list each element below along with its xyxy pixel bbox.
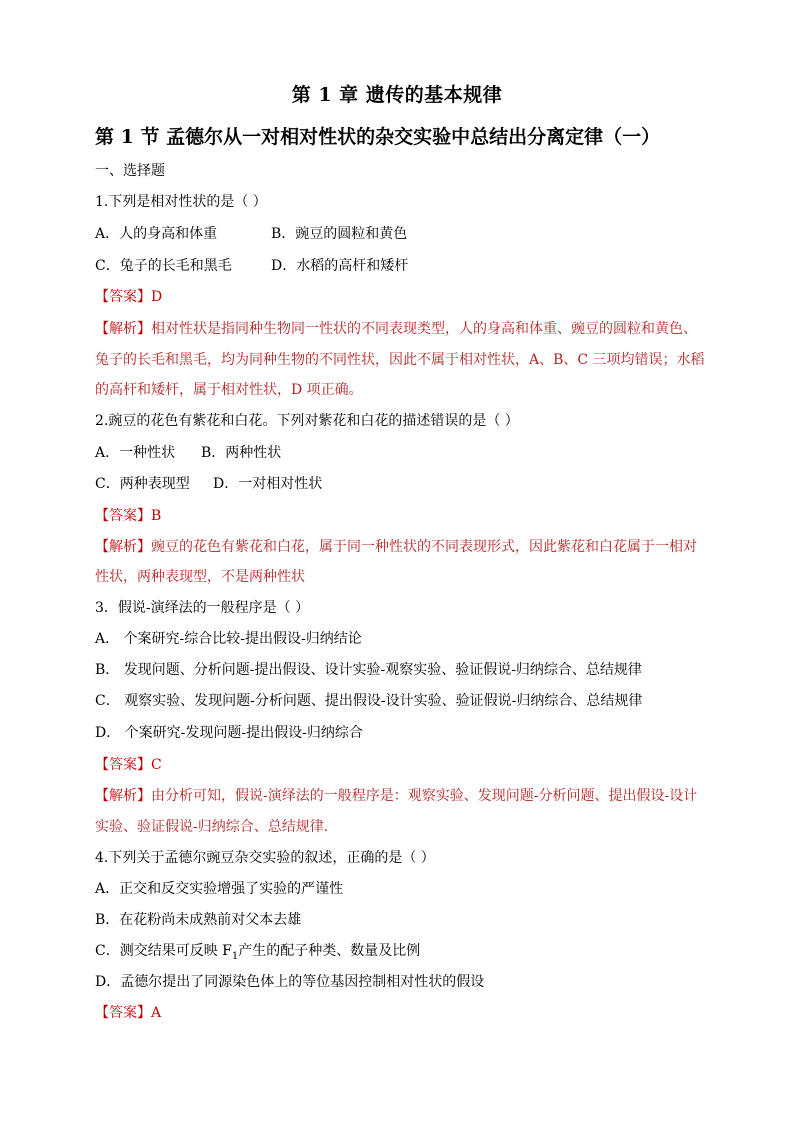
question-1-stem: 1.下列是相对性状的是（ ） [95, 194, 267, 210]
option-c-text-before: C．测交结果可反映 F [95, 943, 232, 959]
answer-tag: 【答案】 [95, 1005, 151, 1021]
question-4-stem: 4.下列关于孟德尔豌豆杂交实验的叙述，正确的是（ ） [95, 850, 435, 866]
question-1-options-row-2 [95, 256, 408, 276]
question-4-answer [95, 1003, 161, 1023]
question-1-analysis-line-3: 的高杆和矮杆，属于相对性状，D 项正确。 [95, 382, 363, 398]
analysis-text: 由分析可知，假说-演绎法的一般程序是：观察实验、发现问题-分析问题、提出假设-设计 [151, 788, 698, 804]
option-c: C．两种表现型 [95, 476, 190, 492]
question-1-analysis-line-2: 兔子的长毛和黑毛，均为同种生物的不同性状，因此不属于相对性状，A、B、C 三项均错误；水稻 [95, 352, 705, 368]
answer-value: B [151, 508, 162, 524]
question-2-stem: 2.豌豆的花色有紫花和白花。下列对紫花和白花的描述错误的是（ ） [95, 413, 519, 429]
question-3-answer [95, 755, 162, 775]
answer-tag: 【答案】 [95, 508, 151, 524]
option-a: A．一种性状 [95, 445, 176, 461]
question-1-analysis-line-1 [95, 319, 697, 339]
analysis-tag: 【解析】 [95, 321, 151, 337]
question-2-analysis-line-1 [95, 537, 697, 557]
part-heading: 一、选择题 [95, 163, 165, 179]
option-d: D．水稻的高杆和矮杆 [271, 258, 409, 274]
analysis-tag: 【解析】 [95, 539, 151, 555]
option-a: A．人的身高和体重 [95, 226, 218, 242]
question-4-option-c [95, 941, 420, 967]
option-b: B．两种性状 [201, 445, 282, 461]
option-b: B．豌豆的圆粒和黄色 [271, 226, 408, 242]
question-4-option-d: D．孟德尔提出了同源染色体上的等位基因控制相对性状的假设 [95, 974, 485, 990]
answer-value: D [151, 289, 163, 305]
question-2-options-row-2 [95, 474, 322, 494]
question-3-option-b: B． 发现问题、分析问题-提出假设、设计实验-观察实验、验证假说-归纳综合、总结规律 [95, 662, 642, 678]
question-2-answer [95, 506, 161, 526]
option-c-text-after: 产生的配子种类、数量及比例 [238, 943, 421, 959]
question-3-analysis-line-1 [95, 786, 697, 806]
analysis-text: 相对性状是指同种生物同一性状的不同表现类型，人的身高和体重、豌豆的圆粒和黄色、 [151, 321, 697, 337]
answer-tag: 【答案】 [95, 289, 151, 305]
question-2-options-row-1 [95, 443, 281, 463]
option-d: D．一对相对性状 [213, 476, 323, 492]
question-3-option-a: A． 个案研究-综合比较-提出假设-归纳结论 [95, 631, 362, 647]
question-3-stem: 3．假说-演绎法的一般程序是（ ） [95, 600, 310, 616]
question-1-answer [95, 287, 162, 307]
chapter-title: 第 1 章 遗传的基本规律 [291, 84, 503, 106]
option-c: C．兔子的长毛和黑毛 [95, 258, 232, 274]
option-c-subscript: 1 [231, 950, 239, 962]
question-2-analysis-line-2: 性状，两种表现型，不是两种性状 [95, 569, 305, 585]
question-4-option-b: B．在花粉尚未成熟前对父本去雄 [95, 912, 302, 928]
answer-value: A [151, 1005, 162, 1021]
question-3-option-c: C． 观察实验、发现问题-分析问题、提出假设-设计实验、验证假说-归纳综合、总结规律 [95, 693, 643, 709]
question-1-options-row-1 [95, 224, 407, 244]
question-3-option-d: D． 个案研究-发现问题-提出假设-归纳综合 [95, 725, 363, 741]
question-3-analysis-line-2: 实验、验证假说-归纳综合、总结规律. [95, 819, 329, 835]
answer-tag: 【答案】 [95, 757, 151, 773]
analysis-tag: 【解析】 [95, 788, 151, 804]
question-4-option-a: A．正交和反交实验增强了实验的严谨性 [95, 881, 344, 897]
section-title: 第 1 节 孟德尔从一对相对性状的杂交实验中总结出分离定律（一） [95, 126, 661, 148]
answer-value: C [151, 757, 162, 773]
analysis-text: 豌豆的花色有紫花和白花，属于同一种性状的不同表现形式，因此紫花和白花属于一相对 [151, 539, 697, 555]
